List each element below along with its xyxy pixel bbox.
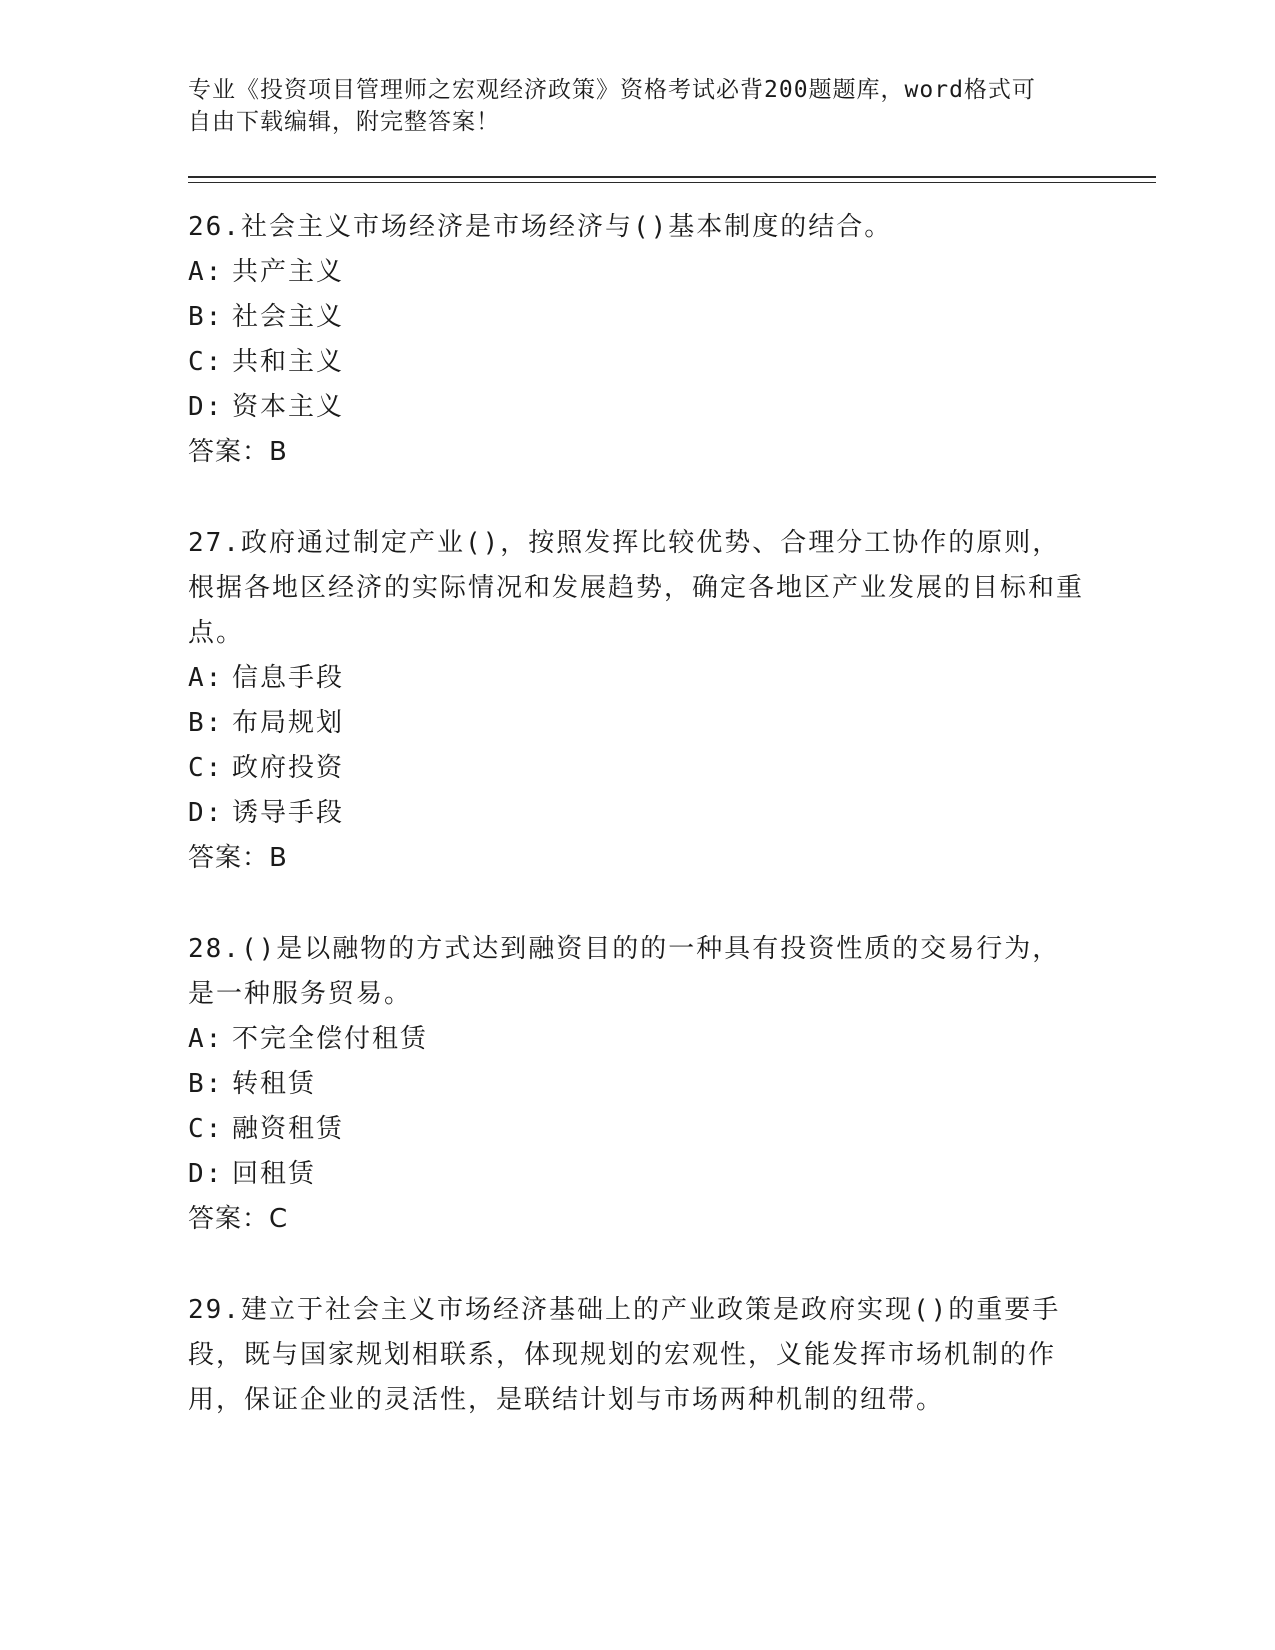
question-28 <box>188 927 1088 1242</box>
answer-line <box>188 836 1088 881</box>
option-a: A: 信息手段 <box>188 663 345 693</box>
option-c: C: 融资租赁 <box>188 1114 345 1144</box>
question-stem: 27.政府通过制定产业()，按照发挥比较优势、合理分工协作的原则，根据各地区经济的实际情况和发展趋势，确定各地区产业发展的目标和重点。 <box>188 528 1085 648</box>
question-stem: 26.社会主义市场经济是市场经济与()基本制度的结合。 <box>188 212 893 242</box>
header-divider-thick <box>188 176 1156 178</box>
option-d: D: 资本主义 <box>188 392 345 422</box>
question-29 <box>188 1288 1088 1423</box>
option-a: A: 共产主义 <box>188 257 345 287</box>
option-b: B: 转租赁 <box>188 1069 317 1099</box>
option-b: B: 社会主义 <box>188 302 345 332</box>
option-c: C: 共和主义 <box>188 347 345 377</box>
question-27 <box>188 521 1088 881</box>
header-divider-thin <box>188 182 1156 183</box>
answer-line <box>188 430 1088 475</box>
option-b: B: 布局规划 <box>188 708 345 738</box>
header-line-1: 专业《投资项目管理师之宏观经济政策》资格考试必背200题题库，word格式可 <box>188 77 1036 103</box>
question-list <box>188 205 1088 1469</box>
answer-line <box>188 1197 1088 1242</box>
answer-label: 答案： <box>188 843 270 873</box>
answer-value: B <box>269 843 288 873</box>
question-26 <box>188 205 1088 475</box>
question-stem: 29.建立于社会主义市场经济基础上的产业政策是政府实现()的重要手段，既与国家规划相联系，体现规划的宏观性，义能发挥市场机制的作用，保证企业的灵活性，是联结计划与市场两种机制的纽带。 <box>188 1295 1061 1415</box>
header-line-2: 自由下载编辑，附完整答案！ <box>188 109 500 135</box>
option-d: D: 诱导手段 <box>188 798 345 828</box>
option-c: C: 政府投资 <box>188 753 345 783</box>
option-d: D: 回租赁 <box>188 1159 317 1189</box>
answer-label: 答案： <box>188 1204 270 1234</box>
answer-value: C <box>269 1204 289 1234</box>
document-header <box>188 74 1068 138</box>
answer-label: 答案： <box>188 437 270 467</box>
option-a: A: 不完全偿付租赁 <box>188 1024 429 1054</box>
answer-value: B <box>269 437 288 467</box>
question-stem: 28.()是以融物的方式达到融资目的的一种具有投资性质的交易行为，是一种服务贸易。 <box>188 934 1061 1009</box>
